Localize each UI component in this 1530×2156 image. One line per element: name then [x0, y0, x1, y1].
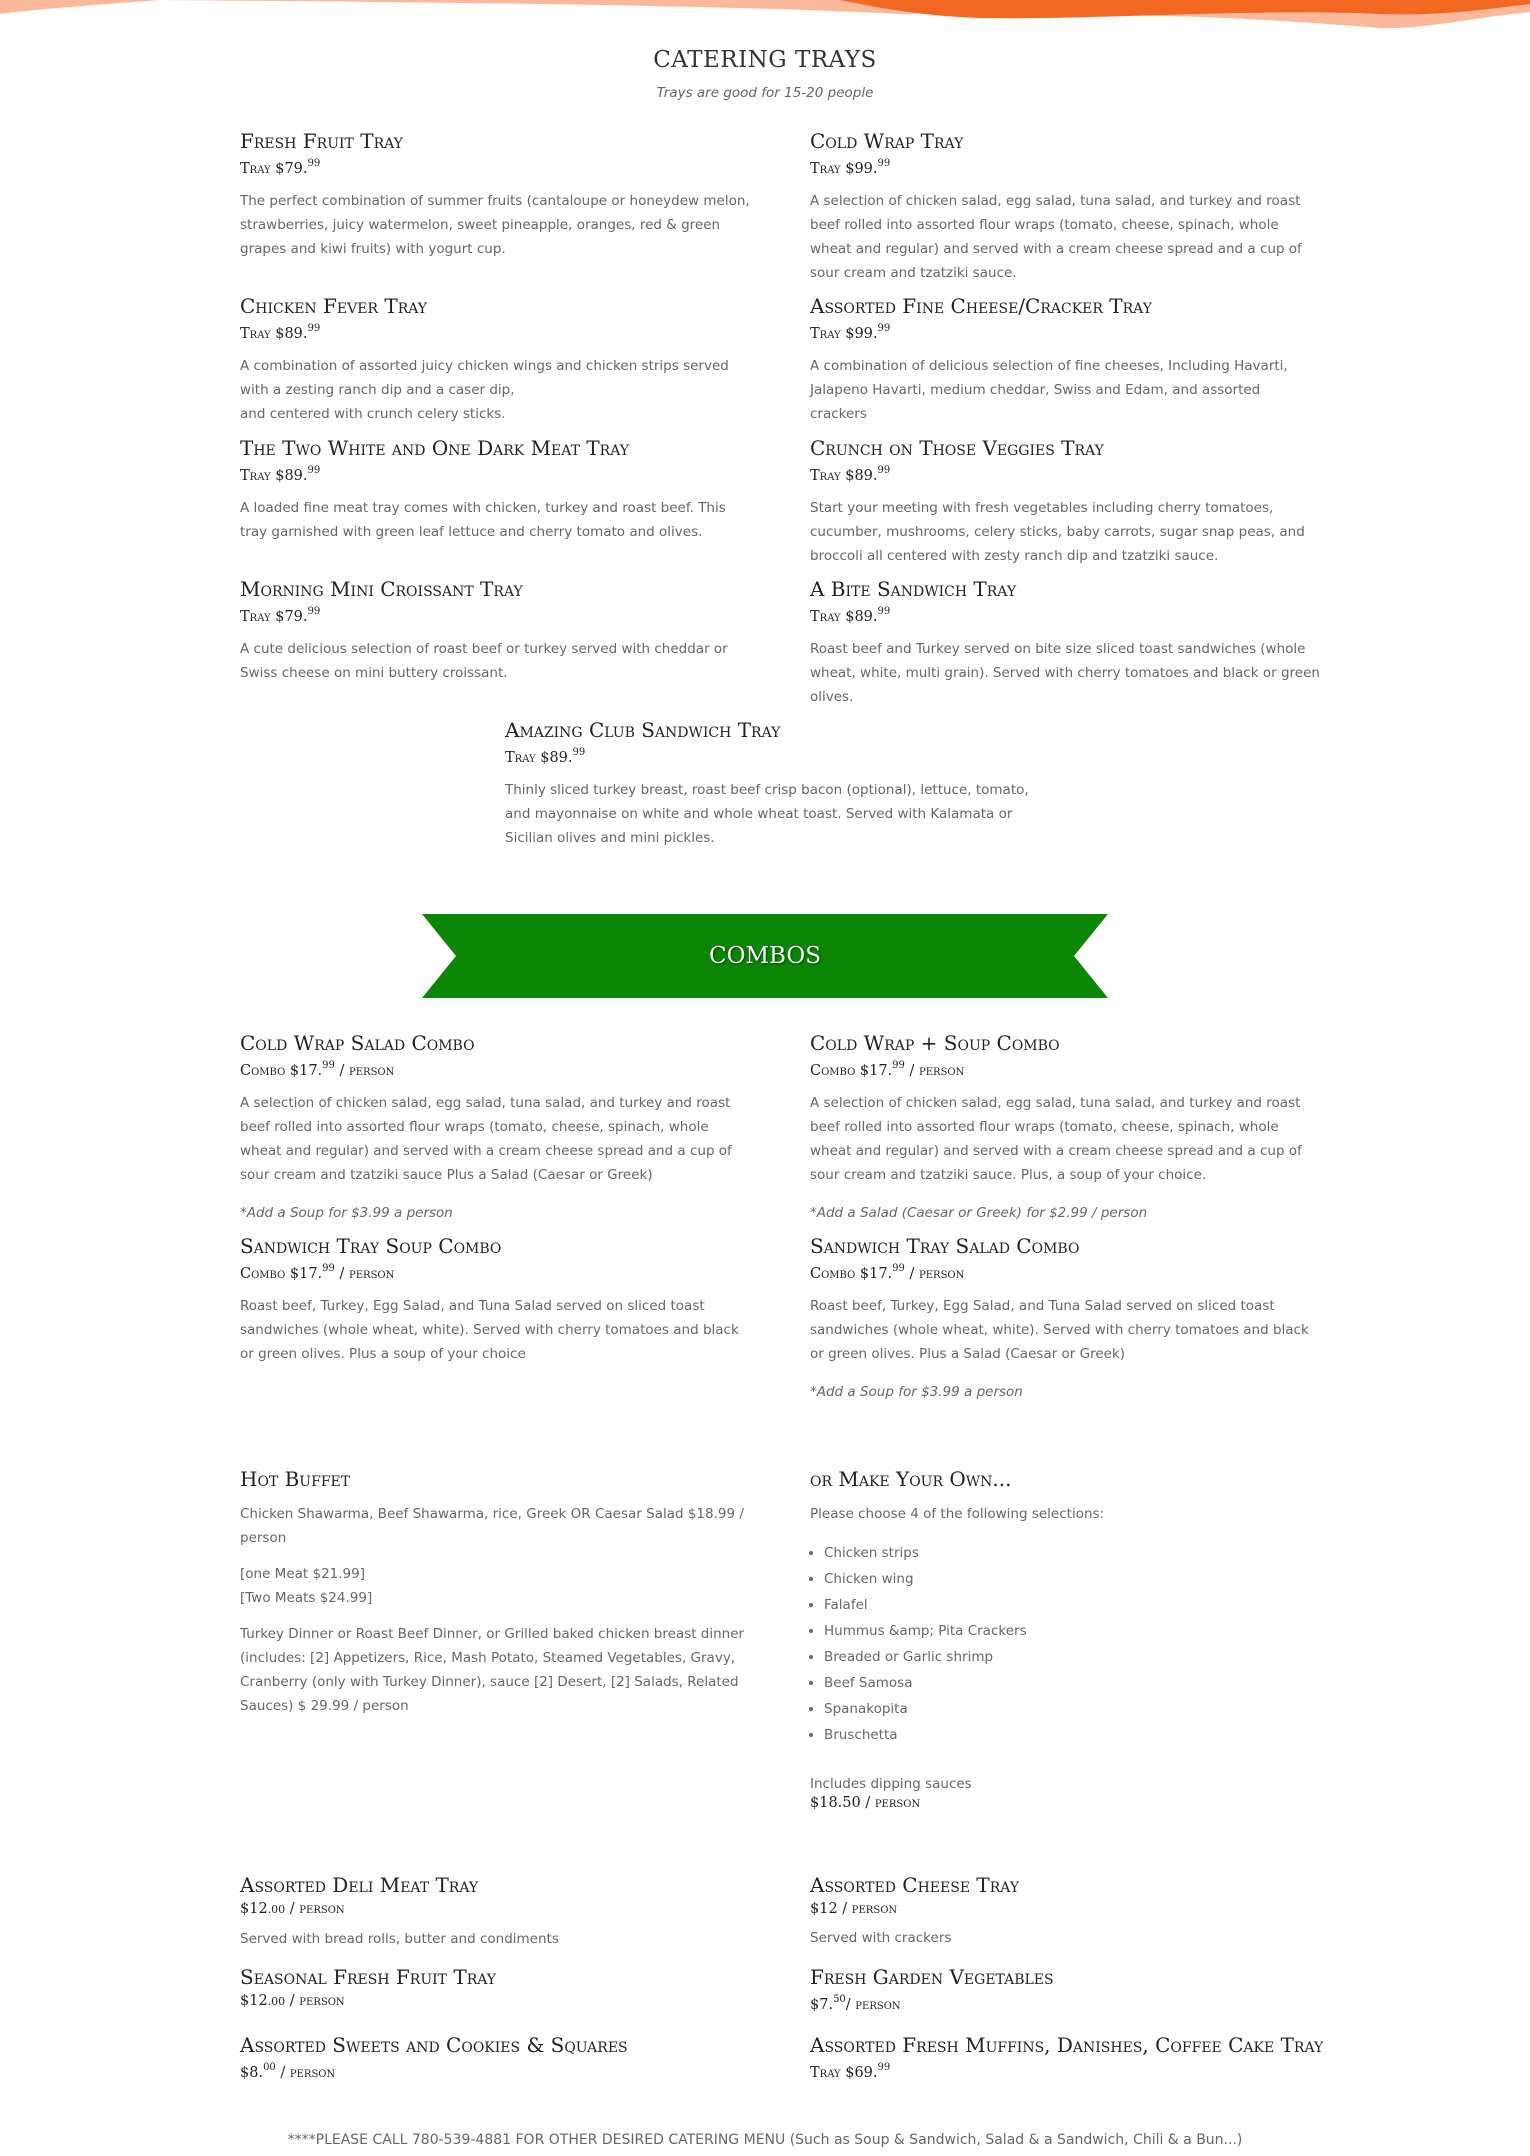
item-price: Tray $79.99	[240, 606, 321, 625]
item-price: Tray $99.99	[810, 158, 891, 177]
item-description: Served with crackers	[810, 1930, 952, 1946]
menu-item-fine-cheese-cracker-tray	[810, 293, 1320, 426]
item-description: Roast beef, Turkey, Egg Salad, and Tuna Salad served on sliced toast sandwiches (whole wheat, white). Served with cherry tomatoes and black or green olives. Plus a soup of your choice	[240, 1297, 739, 1362]
menu-item-sandwich-salad-combo	[810, 1233, 1320, 1404]
menu-item-garden-vegetables	[810, 1964, 1320, 2016]
item-name: Cold Wrap Tray	[810, 129, 964, 153]
item-description: Roast beef, Turkey, Egg Salad, and Tuna Salad served on sliced toast sandwiches (whole wheat, white). Served with cherry tomatoes and black or green olives. Plus a Salad (Caesar or Greek)	[810, 1297, 1309, 1362]
item-price: Tray $89.99	[505, 747, 586, 766]
menu-item-sandwich-soup-combo	[240, 1233, 750, 1366]
item-name: Cold Wrap Salad Combo	[240, 1031, 475, 1055]
item-price: Tray $89.99	[810, 465, 891, 484]
top-wave-decoration	[0, 0, 1530, 32]
includes-text: Includes dipping sauces	[810, 1776, 972, 1792]
menu-item-cold-wrap-tray	[810, 128, 1320, 285]
menu-item-veggies-tray	[810, 435, 1320, 568]
menu-item-seasonal-fruit-tray	[240, 1964, 750, 2013]
item-description: The perfect combination of summer fruits (cantaloupe or honeydew melon, strawberries, juicy watermelon, sweet pineapple, oranges, red & green grapes and kiwi fruits) with yogurt cup.	[240, 192, 750, 257]
item-price: $8.00 / person	[240, 2062, 336, 2081]
list-item: • Chicken wing	[824, 1566, 1320, 1592]
item-name: Assorted Deli Meat Tray	[240, 1873, 479, 1897]
item-price: $12 / person	[810, 1901, 898, 1917]
item-price: $7.50/ person	[810, 1994, 901, 2013]
item-name: Seasonal Fresh Fruit Tray	[240, 1965, 497, 1989]
menu-section-make-your-own	[810, 1466, 1320, 1812]
item-price: Tray $69.99	[810, 2062, 891, 2081]
menu-item-sweets-cookies	[240, 2032, 750, 2084]
menu-item-deli-meat-tray	[240, 1872, 750, 1951]
menu-item-fresh-fruit-tray	[240, 128, 750, 261]
item-note: *Add a Soup for $3.99 a person	[810, 1383, 1023, 1400]
item-description: Start your meeting with fresh vegetables including cherry tomatoes, cucumber, mushrooms, celery sticks, baby carrots, sugar snap peas, and broccoli all centered with zesty ranch dip and tzatziki sauce.	[810, 499, 1305, 564]
item-description: A selection of chicken salad, egg salad, tuna salad, and turkey and roast beef rolled into assorted flour wraps (tomato, cheese, spinach, whole wheat and regular) and served with a cream cheese spread and a cup of sour cream and tzatziki sauce.	[810, 192, 1302, 281]
item-price: Combo $17.99 / person	[240, 1060, 395, 1079]
item-price: Tray $99.99	[810, 323, 891, 342]
page-subtitle: Trays are good for 15-20 people	[656, 85, 874, 101]
item-description: A loaded fine meat tray comes with chicken, turkey and roast beef. This tray garnished with green leaf lettuce and cherry tomato and olives.	[240, 499, 726, 540]
item-price: $12.00 / person	[240, 1993, 345, 2009]
item-name: Chicken Fever Tray	[240, 294, 428, 318]
item-name: Assorted Fine Cheese/Cracker Tray	[810, 294, 1152, 318]
item-description: Thinly sliced turkey breast, roast beef crisp bacon (optional), lettuce, tomato, and mayonnaise on white and whole wheat toast. Served with Kalamata or Sicilian olives and mini pickles.	[505, 781, 1029, 846]
buffet-meat-options: [one Meat $21.99] [Two Meats $24.99]	[240, 1566, 373, 1606]
list-item: • Falafel	[824, 1592, 1320, 1618]
item-note: *Add a Soup for $3.99 a person	[240, 1204, 453, 1221]
menu-item-club-sandwich-tray	[505, 717, 1035, 850]
item-price: Tray $89.99	[240, 323, 321, 342]
item-price: Combo $17.99 / person	[240, 1263, 395, 1282]
item-price: Tray $79.99	[240, 158, 321, 177]
menu-item-white-dark-meat-tray	[240, 435, 750, 544]
list-item: • Hummus &amp; Pita Crackers	[824, 1618, 1320, 1644]
buffet-shawarma-text: Chicken Shawarma, Beef Shawarma, rice, Greek OR Caesar Salad $18.99 / person	[240, 1506, 744, 1546]
item-name: Crunch on Those Veggies Tray	[810, 436, 1104, 460]
item-description: Roast beef and Turkey served on bite size sliced toast sandwiches (whole wheat, white, multi grain). Served with cherry tomatoes and black or green olives.	[810, 640, 1320, 705]
item-price: $12.00 / person	[240, 1901, 345, 1917]
list-item: • Chicken strips	[824, 1540, 1320, 1566]
item-description: A selection of chicken salad, egg salad, tuna salad, and turkey and roast beef rolled into assorted flour wraps (tomato, cheese, spinach, whole wheat and regular) and served with a cream cheese spread and a cup of sour cream and tzatziki sauce. Plus, a soup of your choice.	[810, 1094, 1302, 1183]
list-item: • Bruschetta	[824, 1722, 1320, 1748]
item-name: Fresh Fruit Tray	[240, 129, 403, 153]
menu-item-bite-sandwich-tray	[810, 576, 1320, 709]
list-item: • Spanakopita	[824, 1696, 1320, 1722]
item-name: Assorted Sweets and Cookies & Squares	[240, 2033, 628, 2057]
section-name: Hot Buffet	[240, 1467, 351, 1491]
list-item: • Beef Samosa	[824, 1670, 1320, 1696]
combos-banner-label: COMBOS	[709, 943, 821, 969]
menu-item-chicken-fever-tray	[240, 293, 750, 426]
item-note: *Add a Salad (Caesar or Greek) for $2.99 / person	[810, 1204, 1148, 1221]
item-price: Combo $17.99 / person	[810, 1060, 965, 1079]
item-name: Morning Mini Croissant Tray	[240, 577, 523, 601]
item-description: Served with bread rolls, butter and condiments	[240, 1931, 559, 1947]
item-name: Sandwich Tray Salad Combo	[810, 1234, 1080, 1258]
item-name: The Two White and One Dark Meat Tray	[240, 436, 629, 460]
section-name: or Make Your Own...	[810, 1467, 1012, 1491]
item-price: Tray $89.99	[240, 465, 321, 484]
item-name: Assorted Fresh Muffins, Danishes, Coffee Cake Tray	[810, 2033, 1324, 2057]
list-item: • Breaded or Garlic shrimp	[824, 1644, 1320, 1670]
item-description: A combination of assorted juicy chicken wings and chicken strips served with a zesting ranch dip and a caser dip, and centered with crunch celery sticks.	[240, 357, 729, 422]
item-description: A selection of chicken salad, egg salad, tuna salad, and turkey and roast beef rolled into assorted flour wraps (tomato, cheese, spinach, whole wheat and regular) and served with a cream cheese spread and a cup of sour cream and tzatziki sauce Plus a Salad (Caesar or Greek)	[240, 1094, 732, 1183]
make-your-own-intro: Please choose 4 of the following selections:	[810, 1506, 1105, 1522]
menu-item-cheese-tray	[810, 1872, 1320, 1950]
item-price: $18.50 / person	[810, 1795, 921, 1811]
item-price: Combo $17.99 / person	[810, 1263, 965, 1282]
item-name: Amazing Club Sandwich Tray	[505, 718, 781, 742]
footer-call-notice: ****PLEASE CALL 780-539-4881 FOR OTHER DESIRED CATERING MENU (Such as Soup & Sandwich, Salad & a Sandwich, Chili & a Bun...)	[287, 2132, 1243, 2148]
buffet-dinner-text: Turkey Dinner or Roast Beef Dinner, or Grilled baked chicken breast dinner (includes: [2] Appetizers, Rice, Mash Potato, Steamed Vegetables, Gravy, Cranberry (only with Turkey Dinner), sauce [2] Desert, [2] Salads, Related Sauces) $ 29.99 / person	[240, 1626, 745, 1714]
item-price: Tray $89.99	[810, 606, 891, 625]
item-name: Assorted Cheese Tray	[810, 1873, 1020, 1897]
item-name: A Bite Sandwich Tray	[810, 577, 1017, 601]
menu-item-muffins-danishes-tray	[810, 2032, 1370, 2084]
item-description: A cute delicious selection of roast beef or turkey served with cheddar or Swiss cheese on mini buttery croissant.	[240, 640, 728, 681]
menu-item-cold-wrap-salad-combo	[240, 1030, 750, 1225]
item-name: Fresh Garden Vegetables	[810, 1965, 1054, 1989]
menu-item-mini-croissant-tray	[240, 576, 750, 685]
page-title: CATERING TRAYS	[653, 47, 877, 73]
menu-item-cold-wrap-soup-combo	[810, 1030, 1320, 1225]
menu-section-hot-buffet	[240, 1466, 750, 1730]
selection-list	[810, 1540, 1320, 1748]
item-name: Cold Wrap + Soup Combo	[810, 1031, 1060, 1055]
item-name: Sandwich Tray Soup Combo	[240, 1234, 502, 1258]
item-description: A combination of delicious selection of fine cheeses, Including Havarti, Jalapeno Havarti, medium cheddar, Swiss and Edam, and assorted crackers	[810, 357, 1288, 422]
